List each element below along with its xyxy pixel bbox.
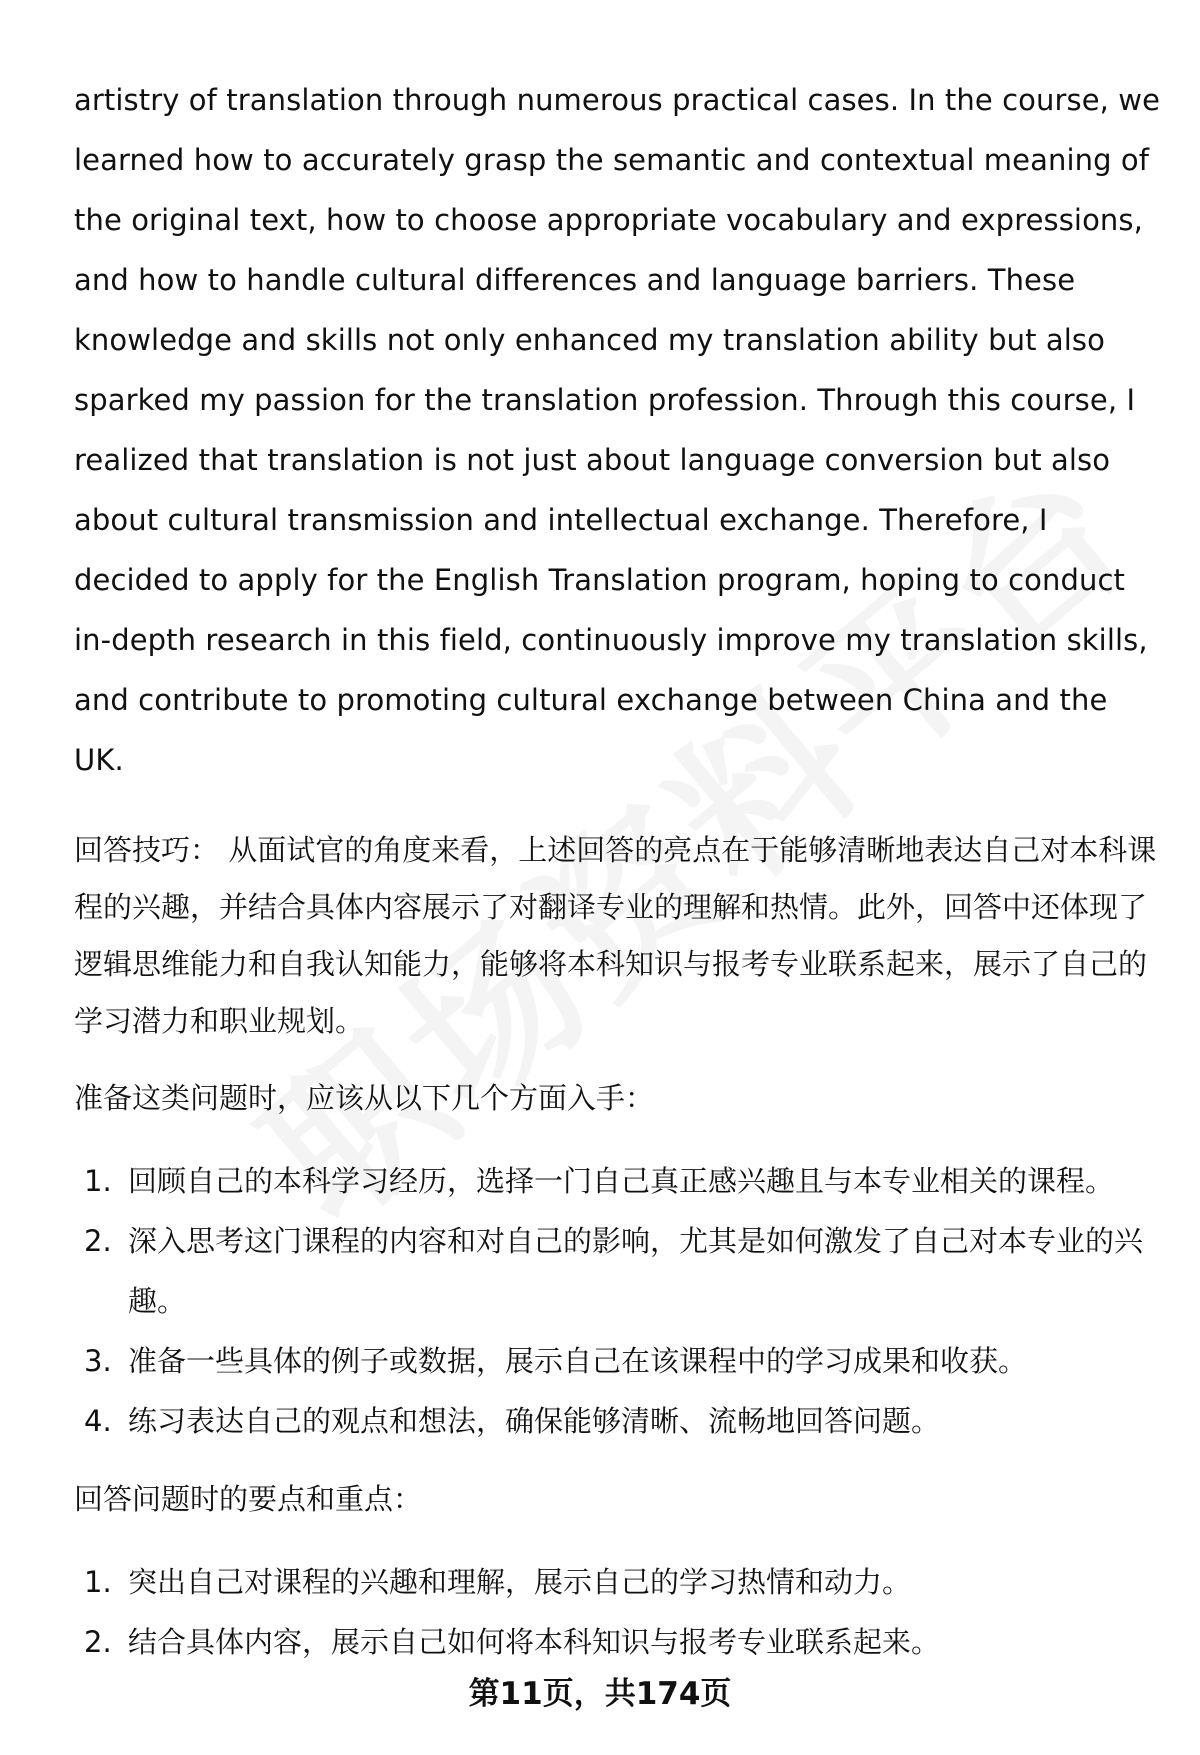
preparation-list xyxy=(74,1151,1164,1451)
list-item-text: 回顾自己的本科学习经历，选择一门自己真正感兴趣且与本专业相关的课程。 xyxy=(128,1164,1115,1198)
english-answer-paragraph: artistry of translation through numerous practical cases. In the course, we learned how to accurately grasp the semantic and contextual meaning of the original text, how to choose appropriate vocabulary and expressions, and how to handle cultural differences and language barriers. These knowledge and skills not only enhanced my translation ability but also sparked my passion for the translation profession. Through this course, I realized that translation is not just about language conversion but also about cultural transmission and intellectual exchange. Therefore, I decided to apply for the English Translation program, hoping to conduct in-depth research in this field, continuously improve my translation skills, and contribute to promoting cultural exchange between China and the UK. xyxy=(74,83,1161,777)
preparation-heading: 准备这类问题时，应该从以下几个方面入手： xyxy=(74,1081,655,1115)
list-item-text: 准备一些具体的例子或数据，展示自己在该课程中的学习成果和收获。 xyxy=(128,1344,1028,1378)
list-item-text: 突出自己对课程的兴趣和理解，展示自己的学习热情和动力。 xyxy=(128,1565,912,1599)
key-points-heading: 回答问题时的要点和重点： xyxy=(74,1482,423,1516)
list-number: 2. xyxy=(84,1224,112,1258)
list-item xyxy=(74,1151,1164,1211)
list-number: 1. xyxy=(84,1565,112,1599)
list-item xyxy=(74,1331,1164,1391)
list-number: 1. xyxy=(84,1164,112,1198)
list-item-text: 结合具体内容，展示自己如何将本科知识与报考专业联系起来。 xyxy=(128,1625,941,1659)
list-item-text: 练习表达自己的观点和想法，确保能够清晰、流畅地回答问题。 xyxy=(128,1404,941,1438)
list-number: 2. xyxy=(84,1625,112,1659)
key-points-list xyxy=(74,1552,1164,1672)
list-item-text: 深入思考这门课程的内容和对自己的影响，尤其是如何激发了自己对本专业的兴趣。 xyxy=(128,1224,1144,1318)
list-item xyxy=(74,1612,1164,1672)
list-item xyxy=(74,1391,1164,1451)
answer-tips-paragraph: 回答技巧： 从面试官的角度来看，上述回答的亮点在于能够清晰地表达自己对本科课程的兴趣，并结合具体内容展示了对翻译专业的理解和热情。此外，回答中还体现了逻辑思维能力和自我认知能力，能够将本科知识与报考专业联系起来，展示了自己的学习潜力和职业规划。 xyxy=(74,833,1157,1038)
list-item xyxy=(74,1211,1164,1331)
list-item xyxy=(74,1552,1164,1612)
list-number: 3. xyxy=(84,1344,112,1378)
list-number: 4. xyxy=(84,1404,112,1438)
page-number-footer: 第11页，共174页 xyxy=(468,1676,732,1712)
document-body xyxy=(74,70,1164,1672)
